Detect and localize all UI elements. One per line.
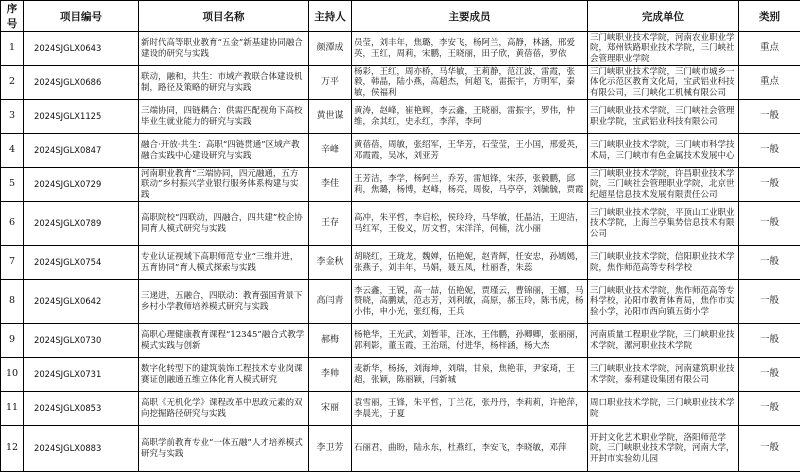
- row-number: 2: [1, 66, 24, 100]
- row-number: 12: [1, 426, 24, 472]
- project-name: 联动，融和，共生：市域产教联合体建设机制，路径及策略的研究与实践: [139, 66, 309, 100]
- project-code: 2024SJGLX0883: [24, 426, 139, 472]
- header-members: 主要成员: [352, 1, 588, 32]
- category: 一般: [739, 202, 800, 246]
- completion-unit: 河南质量工程职业学院，三门峡职业技术学院，漯河职业技术学院: [588, 324, 739, 358]
- completion-unit: 开封文化艺术职业学院，洛阳师范学院，三门峡职业技术学院，河南大学，开封市实验幼儿园: [588, 426, 739, 472]
- project-code: 2024SJGLX0847: [24, 134, 139, 168]
- project-name: 三递进，五融合，四联动：教育强国背景下乡村小学教师培养模式研究与实践: [139, 280, 309, 324]
- table-row: [1, 32, 800, 66]
- category: 重点: [739, 66, 800, 100]
- row-number: 11: [1, 392, 24, 426]
- project-name: 高职院校“四联动，四融合，四共建”校企协同育人模式研究与实践: [139, 202, 309, 246]
- members-list: 黄涛，赵峰，崔艳辉，李云鑫，王晓丽，雷振宇，罗伟，仲维，余其红，史永红，李萍，李珂: [352, 100, 588, 134]
- project-name: 高职心理健康教育课程“12345”融合式教学模式实践与创新: [139, 324, 309, 358]
- table-row: [1, 280, 800, 324]
- header-category: 类别: [739, 1, 800, 32]
- project-code: 2024SJGLX0730: [24, 324, 139, 358]
- project-name: 新时代高等职业教育“五金”新基建协同融合建设的研究与实践: [139, 32, 309, 66]
- category: 一般: [739, 392, 800, 426]
- table-row: [1, 324, 800, 358]
- table-row: [1, 202, 800, 246]
- table-row: [1, 168, 800, 202]
- members-list: 袁雪丽，王锋，朱平哲，丁兰花，张丹丹，李莉莉，许艳萍，李晨光，于夏: [352, 392, 588, 426]
- row-number: 6: [1, 202, 24, 246]
- members-list: 黄蓓蓓，周敏，张绍军，王华芳，石莹莹，王小国，邢爱英，邓霞霞，吴冰，刘亚芳: [352, 134, 588, 168]
- category: 一般: [739, 324, 800, 358]
- project-name: 河南职业教育“三端协同，四元融通，五方联动”乡村振兴学业银行服务体系构建与实践: [139, 168, 309, 202]
- members-list: 王芳洁，李学，杨阿兰，乔芳，雷旭锋，宋莎，张毅鹏，邱莉，焦璐，杨博，赵峰，杨亮，周俊，马亭亭，刘毓毓，贾霞: [352, 168, 588, 202]
- project-name: 数字化转型下的建筑装饰工程技术专业岗课赛证创融通五维立体化育人模式研究: [139, 358, 309, 392]
- project-code: 2024SJGLX0731: [24, 358, 139, 392]
- row-number: 7: [1, 246, 24, 280]
- project-code: 2024SJGLX0642: [24, 280, 139, 324]
- table-row: [1, 66, 800, 100]
- header-row: [1, 1, 800, 32]
- completion-unit: 三门峡职业技术学院，河南建筑职业技术学院，泰利建设集团有限公司: [588, 358, 739, 392]
- members-list: 李云鑫，王锐，高一喆，伍艳妮，贾瑾云，曹锦丽，王娜，马赞晓，高鹏斌，范志芳，刘利敏，高原，郝玉玲，陈书虎，杨小伟，申小光，张红梅，王兵: [352, 280, 588, 324]
- completion-unit: 三门峡职业技术学院，三门峡社会管理职业学院，宝武铝业科技有限公司: [588, 100, 739, 134]
- completion-unit: 三门峡职业技术学院，河南农业职业学院，郑州铁路职业技术学院，三门峡社会管理职业学院: [588, 32, 739, 66]
- members-list: 杨彩，王红，周亦桥，马华敏，王莉静，范江波，雷霞，张毅，韩晶，陆小燕，高超杰，何超飞，雷振宇，方明军，秦敏，侯福利: [352, 66, 588, 100]
- completion-unit: 三门峡职业技术学院，焦作师范高等专科学校，沁阳市教育体育局，焦作市实验小学，沁阳市西向镇五街小学: [588, 280, 739, 324]
- row-number: 10: [1, 358, 24, 392]
- row-number: 3: [1, 100, 24, 134]
- table-row: [1, 426, 800, 472]
- completion-unit: 三门峡职业技术学院，信阳职业技术学院，焦作师范高等专科学校: [588, 246, 739, 280]
- project-code: 2024SJGLX0643: [24, 32, 139, 66]
- category: 一般: [739, 280, 800, 324]
- project-code: 2024SJGLX0853: [24, 392, 139, 426]
- row-number: 1: [1, 32, 24, 66]
- host-name: 宋丽: [309, 392, 352, 426]
- row-number: 9: [1, 324, 24, 358]
- header-num: 序号: [1, 1, 24, 32]
- table-row: [1, 134, 800, 168]
- table-row: [1, 246, 800, 280]
- table-row: [1, 392, 800, 426]
- members-list: 杨艳华，王光武，刘暂菲，汪冰，王伟鹏，孙卿卿，张丽丽，郭利影，董玉霞，王治瑶，付进华，杨梓涵，杨大杰: [352, 324, 588, 358]
- completion-unit: 三门峡职业技术学院，平顶山工业职业技术学院，上海兰亭集势信息技术有限公司: [588, 202, 739, 246]
- host-name: 李佳: [309, 168, 352, 202]
- completion-unit: 周口职业技术学院，三门峡职业技术学院: [588, 392, 739, 426]
- header-host: 主持人: [309, 1, 352, 32]
- host-name: 辛峰: [309, 134, 352, 168]
- row-number: 8: [1, 280, 24, 324]
- category: 一般: [739, 358, 800, 392]
- members-list: 胡晓红，王珑龙，魏婵，伍艳妮，赵青辉，任安忠，孙嫣嫣，张燕子，刘丰年，马娟，聂五凤，杜丽香，朱蕊: [352, 246, 588, 280]
- category: 一般: [739, 168, 800, 202]
- header-name: 项目名称: [139, 1, 309, 32]
- members-list: 石丽君，曲盼，陆永东，杜燕红，李安飞，李晓敏，邓萍: [352, 426, 588, 472]
- category: 重点: [739, 32, 800, 66]
- project-name: 高职《无机化学》课程改革中思政元素的双向挖掘路径研究与实践: [139, 392, 309, 426]
- row-number: 4: [1, 134, 24, 168]
- host-name: 李金秋: [309, 246, 352, 280]
- project-name: 融合·开放·共生：高职“四链贯通”区域产教融合实践中心建设研究与实践: [139, 134, 309, 168]
- project-code: 2024SJGLX0686: [24, 66, 139, 100]
- completion-unit: 三门峡职业技术学院，三门峡市科学技术局，三门峡市有色金属技术发展中心: [588, 134, 739, 168]
- project-name: 三端协同，四链耦合：供需匹配视角下高校毕业生就业能力的研究与实践: [139, 100, 309, 134]
- table-row: [1, 100, 800, 134]
- table-row: [1, 358, 800, 392]
- host-name: 颜潭成: [309, 32, 352, 66]
- project-code: 2024SJGLX0789: [24, 202, 139, 246]
- members-list: 麦新华，杨扬，刘海坤，刘瑞，甘泉，焦艳菲，尹家琦，王超，张颖，陈丽颖，闫新城: [352, 358, 588, 392]
- project-name: 专业认证视域下高职师范专业“三维并进，五育协同”育人模式探索与实践: [139, 246, 309, 280]
- project-code: 2024SJGLX0754: [24, 246, 139, 280]
- host-name: 黄世谋: [309, 100, 352, 134]
- category: 一般: [739, 100, 800, 134]
- project-name: 高职学前教育专业“一体五融”人才培养模式研究与实践: [139, 426, 309, 472]
- host-name: 李帅: [309, 358, 352, 392]
- host-name: 王存: [309, 202, 352, 246]
- category: 一般: [739, 134, 800, 168]
- completion-unit: 三门峡职业技术学院，许昌职业技术学院，三门峡社会管理职业学院，北京世纪超星信息技术发展有限责任公司: [588, 168, 739, 202]
- host-name: 高闫青: [309, 280, 352, 324]
- category: 一般: [739, 426, 800, 472]
- members-list: 员莹，刘丰年，焦璐，李安飞，杨阿兰，高静，林涵，邢爱英，王红，周莉，宋鹏，王晓丽，田子欣，黄蓓蓓，罗依: [352, 32, 588, 66]
- members-list: 高冲，朱平哲，李启松，侯玲玲，马华敏，任晶洁，王迎洁，马红军，王俊义，厉文哲，宋洋洋，何楠，沈小丽: [352, 202, 588, 246]
- host-name: 李卫芳: [309, 426, 352, 472]
- host-name: 郝梅: [309, 324, 352, 358]
- row-number: 5: [1, 168, 24, 202]
- host-name: 万平: [309, 66, 352, 100]
- category: 一般: [739, 246, 800, 280]
- header-unit: 完成单位: [588, 1, 739, 32]
- project-code: 2024SJGLX1125: [24, 100, 139, 134]
- project-code: 2024SJGLX0729: [24, 168, 139, 202]
- completion-unit: 三门峡职业技术学院，三门峡市城乡一体化示范区教育文化局，宝武铝业科技有限公司，三门峡化工机械有限公司: [588, 66, 739, 100]
- header-code: 项目编号: [24, 1, 139, 32]
